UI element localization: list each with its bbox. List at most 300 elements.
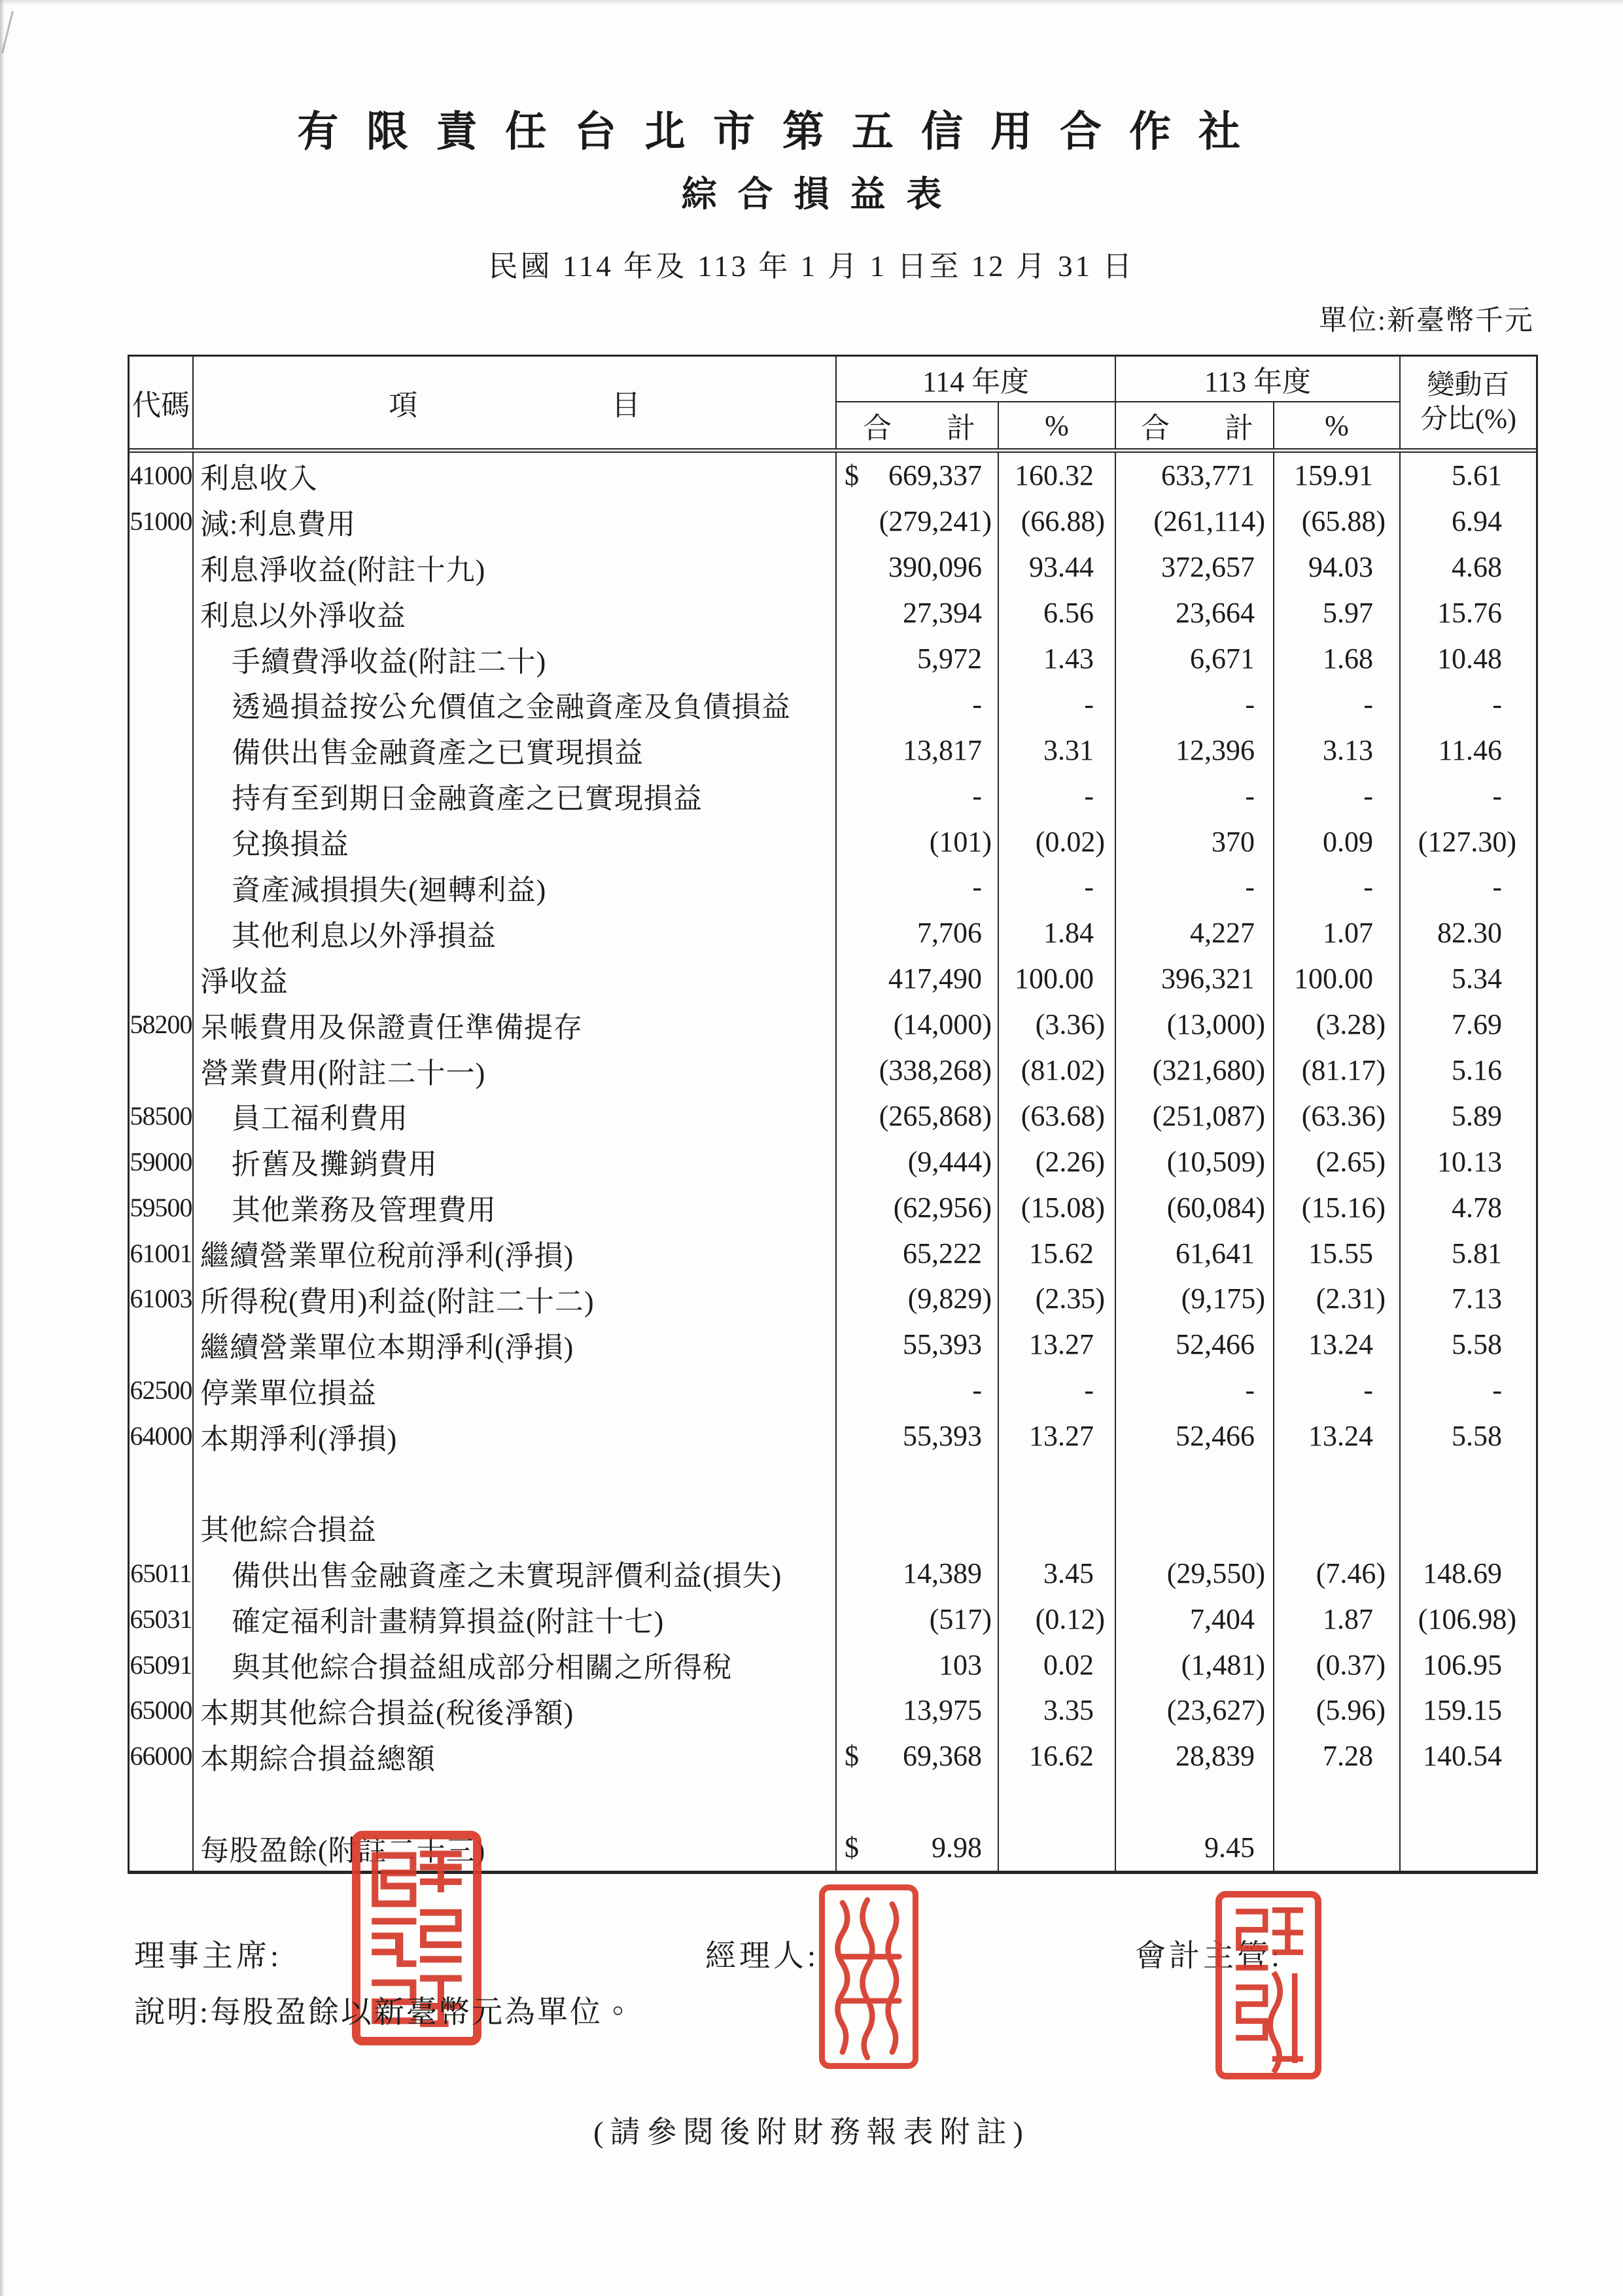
cell-change-pct <box>1401 1596 1536 1642</box>
cell-y114-pct-value: 15.62 <box>1029 1237 1094 1269</box>
cell-change-pct <box>1401 1550 1536 1596</box>
cell-change-pct-value: 10.48 <box>1437 643 1502 675</box>
cell-y113-total <box>1116 956 1274 1002</box>
cell-y113-pct <box>1274 1230 1401 1276</box>
cell-change-pct-value: 5.61 <box>1452 459 1502 492</box>
scan-edge-left <box>0 0 5 2296</box>
table-row <box>130 956 1536 1002</box>
cell-change-pct <box>1401 956 1536 1002</box>
cell-change-pct <box>1401 1413 1536 1459</box>
cell-y113-total-value: 52,466 <box>1176 1420 1255 1453</box>
cell-y113-pct <box>1274 910 1401 956</box>
cell-y113-pct <box>1274 590 1401 636</box>
cell-code: 61003 <box>130 1276 194 1322</box>
cell-change-pct <box>1401 1139 1536 1184</box>
cell-y114-pct <box>999 727 1116 773</box>
cell-y114-total-value: (265,868) <box>879 1099 992 1132</box>
cell-y114-total-value: 7,706 <box>917 917 982 949</box>
cell-y114-pct-value: - <box>1084 1374 1094 1407</box>
cell-change-pct-value: 5.89 <box>1452 1099 1502 1132</box>
cell-item: 本期綜合損益總額 <box>194 1733 837 1779</box>
cell-y113-total-value: 396,321 <box>1161 963 1255 995</box>
dollar-sign: $ <box>845 459 859 492</box>
cell-y114-total-value: (517) <box>929 1602 992 1635</box>
cell-code <box>130 681 194 727</box>
cell-y114-total-value: (62,956) <box>893 1191 992 1224</box>
cell-change-pct <box>1401 590 1536 636</box>
cell-change-pct <box>1401 681 1536 727</box>
cell-change-pct-value: 5.16 <box>1452 1054 1502 1087</box>
cell-y114-pct <box>999 1139 1116 1184</box>
cell-y113-total <box>1116 1093 1274 1139</box>
cell-y114-total <box>837 1322 999 1368</box>
cell-change-pct <box>1401 1825 1536 1871</box>
cell-y114-pct-value: 13.27 <box>1029 1328 1094 1361</box>
cell-y113-pct-value: 0.09 <box>1323 825 1373 858</box>
cell-y113-total-value: - <box>1245 871 1255 904</box>
cell-y113-total-value: 9.45 <box>1204 1831 1255 1864</box>
cell-y113-pct <box>1274 727 1401 773</box>
cell-change-pct-value: (127.30) <box>1418 825 1516 858</box>
cell-y114-pct-value: 100.00 <box>1015 963 1094 995</box>
cell-y113-total <box>1116 1413 1274 1459</box>
table-row <box>130 1413 1536 1459</box>
cell-y113-pct-value: (63.36) <box>1301 1099 1386 1132</box>
header-pct-114: % <box>999 402 1116 448</box>
cell-y114-total <box>837 1368 999 1413</box>
refer-to-notes-line: (請參閱後附財務報表附註) <box>593 2115 1030 2149</box>
cell-y113-total-value: 52,466 <box>1176 1328 1255 1361</box>
cell-y113-pct-value: (2.65) <box>1316 1145 1386 1178</box>
cell-y113-pct <box>1274 1276 1401 1322</box>
dollar-sign: $ <box>845 1740 859 1773</box>
cell-y114-pct <box>999 1733 1116 1779</box>
cell-y113-pct-value: 15.55 <box>1308 1237 1373 1269</box>
table-row <box>130 1642 1536 1687</box>
cell-y114-total <box>837 910 999 956</box>
table-row <box>130 453 1536 499</box>
cell-y113-pct <box>1274 864 1401 910</box>
cell-item: 所得稅(費用)利益(附註二十二) <box>194 1276 837 1322</box>
cell-y113-total <box>1116 1139 1274 1184</box>
currency-unit-note: 單位:新臺幣千元 <box>1319 306 1534 336</box>
cell-y113-pct <box>1274 1413 1401 1459</box>
table-row <box>130 1596 1536 1642</box>
cell-y114-total <box>837 453 999 499</box>
cell-y114-total <box>837 1825 999 1871</box>
cell-y114-pct-value: (0.02) <box>1035 825 1105 858</box>
cell-change-pct <box>1401 1733 1536 1779</box>
cell-code: 65091 <box>130 1642 194 1687</box>
header-total-char2: 計 <box>947 412 975 444</box>
cell-y113-pct-value: 3.13 <box>1323 733 1373 766</box>
cell-item: 兌換損益 <box>194 819 837 864</box>
cell-y113-total <box>1116 1779 1274 1825</box>
cell-y113-pct-value: 13.24 <box>1308 1328 1373 1361</box>
cell-y114-total <box>837 956 999 1002</box>
cell-code: 62500 <box>130 1368 194 1413</box>
cell-y114-total <box>837 1093 999 1139</box>
cell-y114-pct <box>999 1596 1116 1642</box>
header-item-char2: 目 <box>611 389 640 421</box>
cell-y113-total <box>1116 1230 1274 1276</box>
cell-code: 65000 <box>130 1687 194 1733</box>
cell-y113-total-value: (13,000) <box>1166 1008 1265 1041</box>
cell-y114-total-value: 55,393 <box>903 1420 982 1453</box>
cell-y114-pct <box>999 681 1116 727</box>
cell-y114-total <box>837 499 999 544</box>
cell-y114-total <box>837 1550 999 1596</box>
table-row <box>130 727 1536 773</box>
cell-y114-pct-value: 16.62 <box>1029 1740 1094 1773</box>
cell-y114-pct <box>999 864 1116 910</box>
cell-item: 繼續營業單位本期淨利(淨損) <box>194 1322 837 1368</box>
cell-change-pct-value: 4.78 <box>1452 1191 1502 1224</box>
cell-item: 淨收益 <box>194 956 837 1002</box>
cell-item: 每股盈餘(附註二十三) <box>194 1825 837 1871</box>
cell-change-pct-value: 5.34 <box>1452 963 1502 995</box>
cell-change-pct-value: 5.81 <box>1452 1237 1502 1269</box>
cell-y113-pct-value: 5.97 <box>1323 597 1373 629</box>
cell-y113-pct <box>1274 681 1401 727</box>
cell-item: 資產減損損失(迴轉利益) <box>194 864 837 910</box>
cell-y114-pct <box>999 1002 1116 1048</box>
cell-change-pct-value: (106.98) <box>1418 1602 1516 1635</box>
cell-item: 停業單位損益 <box>194 1368 837 1413</box>
cell-y113-pct <box>1274 819 1401 864</box>
cell-item: 本期淨利(淨損) <box>194 1413 837 1459</box>
cell-code: 65031 <box>130 1596 194 1642</box>
header-code: 代碼 <box>130 357 194 448</box>
cell-item <box>194 1779 837 1825</box>
header-total-char1: 合 <box>863 412 892 444</box>
cell-y114-total <box>837 1459 999 1505</box>
cell-y113-total-value: 6,671 <box>1190 643 1255 675</box>
cell-y114-pct-value: (0.12) <box>1035 1602 1105 1635</box>
cell-y113-total <box>1116 1687 1274 1733</box>
table-row <box>130 1368 1536 1413</box>
cell-y114-pct <box>999 1687 1116 1733</box>
cell-y113-pct <box>1274 1002 1401 1048</box>
cell-y113-total <box>1116 910 1274 956</box>
cell-y114-total <box>837 819 999 864</box>
cell-y114-pct-value: (81.02) <box>1021 1054 1105 1087</box>
cell-change-pct <box>1401 1687 1536 1733</box>
cell-y114-total <box>837 1504 999 1550</box>
table-row <box>130 1779 1536 1825</box>
cell-y114-pct <box>999 1230 1116 1276</box>
cell-y114-total <box>837 636 999 682</box>
cell-change-pct <box>1401 544 1536 590</box>
cell-y114-total <box>837 590 999 636</box>
cell-y114-total-value: - <box>972 1374 982 1407</box>
cell-code <box>130 910 194 956</box>
cell-y114-total <box>837 1276 999 1322</box>
cell-y114-total-value: 27,394 <box>903 597 982 629</box>
cell-y114-total-value: - <box>972 688 982 720</box>
cell-item: 與其他綜合損益組成部分相關之所得稅 <box>194 1642 837 1687</box>
cell-y113-total <box>1116 499 1274 544</box>
cell-y114-pct <box>999 1184 1116 1230</box>
cell-y114-pct <box>999 636 1116 682</box>
cell-code <box>130 819 194 864</box>
cell-change-pct <box>1401 819 1536 864</box>
cell-y113-pct-value: (3.28) <box>1316 1008 1386 1041</box>
cell-y114-pct-value: - <box>1084 688 1094 720</box>
cell-y113-total <box>1116 681 1274 727</box>
table-row <box>130 1276 1536 1322</box>
cell-y113-total <box>1116 1733 1274 1779</box>
manager-seal-stamp-icon <box>819 1884 918 2069</box>
cell-change-pct <box>1401 1322 1536 1368</box>
cell-item: 利息收入 <box>194 453 837 499</box>
cell-y113-pct <box>1274 1779 1401 1825</box>
cell-item: 呆帳費用及保證責任準備提存 <box>194 1002 837 1048</box>
cell-y113-pct <box>1274 1322 1401 1368</box>
cell-y113-total <box>1116 1459 1274 1505</box>
cell-y113-total <box>1116 1642 1274 1687</box>
cell-y113-pct-value: 159.91 <box>1294 459 1373 492</box>
cell-code <box>130 1825 194 1871</box>
cell-y113-total-value: - <box>1245 688 1255 720</box>
cell-item: 利息以外淨收益 <box>194 590 837 636</box>
cell-y114-total <box>837 1642 999 1687</box>
cell-item: 備供出售金融資產之已實現損益 <box>194 727 837 773</box>
cell-y113-total <box>1116 1048 1274 1093</box>
cell-y114-pct-value: (15.08) <box>1021 1191 1105 1224</box>
cell-y113-total <box>1116 1276 1274 1322</box>
cell-change-pct-value: 4.68 <box>1452 551 1502 584</box>
cell-change-pct-value: 7.69 <box>1452 1008 1502 1041</box>
cell-y113-total-value: (1,481) <box>1181 1648 1265 1681</box>
cell-y114-pct-value: 6.56 <box>1043 597 1094 629</box>
cell-y113-pct-value: (65.88) <box>1301 505 1386 538</box>
cell-item: 營業費用(附註二十一) <box>194 1048 837 1093</box>
cell-y114-total <box>837 1230 999 1276</box>
cell-y114-pct-value: - <box>1084 779 1094 812</box>
cell-y113-pct <box>1274 1184 1401 1230</box>
cell-change-pct <box>1401 1459 1536 1505</box>
cell-y114-total-value: 103 <box>939 1648 982 1681</box>
cell-y113-pct <box>1274 544 1401 590</box>
cell-code: 64000 <box>130 1413 194 1459</box>
cell-y113-pct <box>1274 1093 1401 1139</box>
cell-y114-total-value: 5,972 <box>917 643 982 675</box>
cell-change-pct-value: 82.30 <box>1437 917 1502 949</box>
cell-change-pct-value: 106.95 <box>1423 1648 1502 1681</box>
cell-y113-total-value: 28,839 <box>1176 1740 1255 1773</box>
cell-code <box>130 544 194 590</box>
cell-y114-total <box>837 1596 999 1642</box>
cell-change-pct <box>1401 1048 1536 1093</box>
cell-code <box>130 1322 194 1368</box>
cell-change-pct-value: - <box>1492 779 1502 812</box>
header-item <box>194 357 837 448</box>
cell-y114-total <box>837 681 999 727</box>
cell-item: 手續費淨收益(附註二十) <box>194 636 837 682</box>
cell-y113-pct <box>1274 453 1401 499</box>
cell-y113-pct-value: 1.87 <box>1323 1602 1373 1635</box>
cell-code: 61001 <box>130 1230 194 1276</box>
cell-y113-total <box>1116 453 1274 499</box>
cell-y113-total-value: (60,084) <box>1166 1191 1265 1224</box>
cell-change-pct-value: 5.58 <box>1452 1328 1502 1361</box>
cell-y114-pct <box>999 1048 1116 1093</box>
cell-code: 58200 <box>130 1002 194 1048</box>
table-row <box>130 864 1536 910</box>
cell-y114-pct-value: 1.43 <box>1043 643 1094 675</box>
cell-y114-total-value: 69,368 <box>903 1740 982 1773</box>
table-row <box>130 819 1536 864</box>
cell-code: 66000 <box>130 1733 194 1779</box>
header-item-char1: 項 <box>389 389 418 421</box>
cell-y113-pct <box>1274 1642 1401 1687</box>
cell-y114-total-value: (338,268) <box>879 1054 992 1087</box>
cell-y113-total-value: (23,627) <box>1166 1694 1265 1727</box>
cell-y114-total <box>837 773 999 819</box>
cell-y114-pct-value: 160.32 <box>1015 459 1094 492</box>
cell-code: 41000 <box>130 453 194 499</box>
cell-y113-total-value: 370 <box>1212 825 1255 858</box>
cell-y113-total-value: 61,641 <box>1176 1237 1255 1269</box>
report-title: 綜合損益表 <box>681 175 963 214</box>
cell-change-pct <box>1401 1230 1536 1276</box>
cell-y114-total-value: (14,000) <box>893 1008 992 1041</box>
cell-y114-pct <box>999 1276 1116 1322</box>
cell-y113-total <box>1116 636 1274 682</box>
cell-item: 減:利息費用 <box>194 499 837 544</box>
cell-y113-total <box>1116 819 1274 864</box>
cell-change-pct-value: 6.94 <box>1452 505 1502 538</box>
cell-code: 58500 <box>130 1093 194 1139</box>
cell-y113-total <box>1116 1825 1274 1871</box>
cell-y113-pct <box>1274 1733 1401 1779</box>
cell-item: 利息淨收益(附註十九) <box>194 544 837 590</box>
cell-y114-pct <box>999 544 1116 590</box>
cell-y114-total-value: (279,241) <box>879 505 992 538</box>
cell-y114-pct-value: - <box>1084 871 1094 904</box>
cell-y113-pct <box>1274 1459 1401 1505</box>
table-row <box>130 1504 1536 1550</box>
cell-code: 51000 <box>130 499 194 544</box>
header-total-114 <box>837 402 999 448</box>
cell-y114-pct-value: (2.26) <box>1035 1145 1105 1178</box>
cell-y113-pct-value: 13.24 <box>1308 1420 1373 1453</box>
cell-change-pct <box>1401 1002 1536 1048</box>
cell-y113-pct-value: - <box>1363 779 1373 812</box>
cell-change-pct-value: - <box>1492 1374 1502 1407</box>
cell-y114-pct <box>999 910 1116 956</box>
cell-code <box>130 590 194 636</box>
cell-y113-total-value: 372,657 <box>1161 551 1255 584</box>
cell-y114-total-value: - <box>972 871 982 904</box>
cell-y113-total <box>1116 1002 1274 1048</box>
cell-item: 其他業務及管理費用 <box>194 1184 837 1230</box>
table-row <box>130 910 1536 956</box>
cell-change-pct <box>1401 1368 1536 1413</box>
table-row <box>130 1825 1536 1871</box>
cell-y114-total <box>837 864 999 910</box>
cell-change-pct-value: 140.54 <box>1423 1740 1502 1773</box>
cell-y113-total <box>1116 590 1274 636</box>
table-row <box>130 1002 1536 1048</box>
cell-y114-pct-value: (63.68) <box>1021 1099 1105 1132</box>
table-row <box>130 1322 1536 1368</box>
table-row <box>130 1184 1536 1230</box>
cell-y114-pct-value: 3.35 <box>1043 1694 1094 1727</box>
cell-change-pct-value: 11.46 <box>1438 733 1502 766</box>
cell-change-pct-value: - <box>1492 871 1502 904</box>
cell-y114-total-value: - <box>972 779 982 812</box>
cell-y114-total-value: 669,337 <box>888 459 982 492</box>
cell-y113-total-value: 633,771 <box>1161 459 1255 492</box>
cell-y114-total-value: 14,389 <box>903 1557 982 1589</box>
cell-y113-total-value: - <box>1245 1374 1255 1407</box>
cell-item: 其他綜合損益 <box>194 1504 837 1550</box>
cell-code <box>130 864 194 910</box>
cell-y113-total <box>1116 1368 1274 1413</box>
cell-y114-total <box>837 1779 999 1825</box>
cell-y113-pct-value: (7.46) <box>1316 1557 1386 1589</box>
cell-change-pct <box>1401 864 1536 910</box>
cell-item <box>194 1459 837 1505</box>
cell-y114-total-value: 417,490 <box>888 963 982 995</box>
cell-y113-total <box>1116 544 1274 590</box>
cell-item: 備供出售金融資產之未實現評價利益(損失) <box>194 1550 837 1596</box>
cell-y114-total <box>837 1184 999 1230</box>
table-row <box>130 1093 1536 1139</box>
cell-y114-pct <box>999 590 1116 636</box>
cell-y113-pct <box>1274 1550 1401 1596</box>
table-row <box>130 681 1536 727</box>
table-row <box>130 1459 1536 1505</box>
cell-code <box>130 1504 194 1550</box>
cell-change-pct-value: 10.13 <box>1437 1145 1502 1178</box>
accounting-seal-stamp-icon <box>1215 1891 1321 2079</box>
cell-change-pct-value: 5.58 <box>1452 1420 1502 1453</box>
cell-y114-total-value: (9,829) <box>907 1282 992 1315</box>
income-statement-table <box>128 355 1538 1874</box>
cell-y114-pct-value: 13.27 <box>1029 1420 1094 1453</box>
cell-y113-total <box>1116 773 1274 819</box>
cell-y114-total-value: (9,444) <box>907 1145 992 1178</box>
cell-change-pct <box>1401 636 1536 682</box>
cell-y114-total <box>837 1139 999 1184</box>
table-row <box>130 499 1536 544</box>
cell-y114-pct <box>999 1093 1116 1139</box>
table-body <box>130 453 1536 1871</box>
cell-y113-total <box>1116 1596 1274 1642</box>
table-row <box>130 590 1536 636</box>
cell-y114-total <box>837 1002 999 1048</box>
accounting-signature-label: 會計主管: <box>1135 1939 1283 1973</box>
dollar-sign: $ <box>845 1831 859 1864</box>
cell-y114-total <box>837 1733 999 1779</box>
cell-y114-pct-value: 3.45 <box>1043 1557 1094 1589</box>
cell-y113-pct-value: 1.07 <box>1323 917 1373 949</box>
cell-y114-pct-value: 3.31 <box>1043 733 1094 766</box>
header-total-char2: 計 <box>1225 412 1253 444</box>
table-row <box>130 636 1536 682</box>
table-row <box>130 1733 1536 1779</box>
cell-y114-pct <box>999 453 1116 499</box>
manager-signature-label: 經理人: <box>705 1939 820 1973</box>
cell-y113-pct-value: (2.31) <box>1316 1282 1386 1315</box>
cell-y114-pct <box>999 773 1116 819</box>
cell-y113-pct <box>1274 956 1401 1002</box>
table-row <box>130 544 1536 590</box>
scan-edge-top <box>0 0 1623 5</box>
